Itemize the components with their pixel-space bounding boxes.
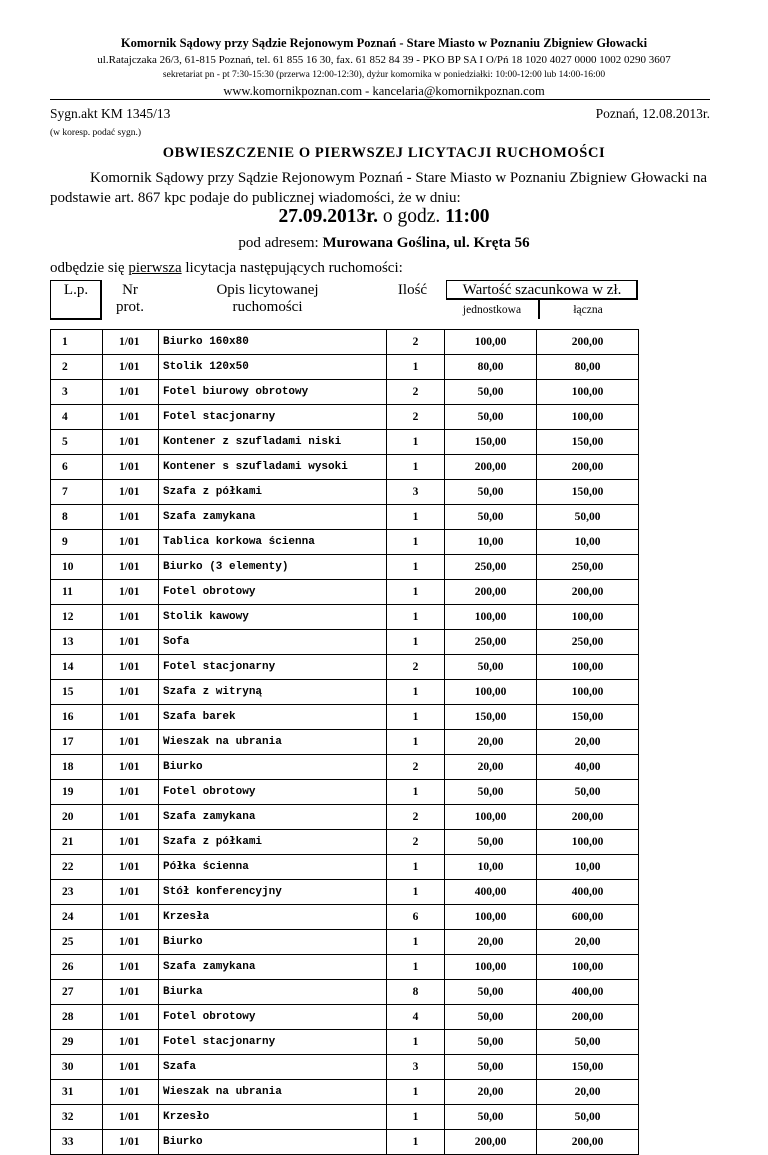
cell-lp: 20 [51, 805, 103, 830]
cell-quantity: 1 [387, 880, 445, 905]
cell-quantity: 1 [387, 930, 445, 955]
cell-quantity: 4 [387, 1005, 445, 1030]
table-row [51, 855, 639, 880]
cell-quantity: 1 [387, 530, 445, 555]
cell-description: Szafa [159, 1055, 387, 1080]
cell-quantity: 1 [387, 1130, 445, 1155]
auction-address: Murowana Goślina, ul. Kręta 56 [322, 235, 530, 251]
table-row [51, 805, 639, 830]
notice-title: OBWIESZCZENIE O PIERWSZEJ LICYTACJI RUCHOMOŚCI [162, 145, 606, 161]
cell-quantity: 1 [387, 455, 445, 480]
header-qty: Ilość [397, 282, 428, 298]
cell-unit-value: 20,00 [445, 755, 537, 780]
cell-protocol: 1/01 [103, 405, 159, 430]
cell-lp: 7 [51, 480, 103, 505]
table-row [51, 705, 639, 730]
cell-quantity: 3 [387, 1055, 445, 1080]
cell-description: Krzesło [159, 1105, 387, 1130]
cell-total-value: 80,00 [537, 355, 639, 380]
cell-unit-value: 100,00 [445, 905, 537, 930]
auction-date: 27.09.2013r. [278, 206, 378, 227]
header-total: łączna [573, 304, 603, 316]
auction-datetime [0, 206, 768, 228]
table-row [51, 755, 639, 780]
cell-description: Fotel stacjonarny [159, 405, 387, 430]
header-nr-2: prot. [116, 299, 144, 315]
cell-total-value: 400,00 [537, 880, 639, 905]
cell-total-value: 200,00 [537, 455, 639, 480]
cell-unit-value: 100,00 [445, 805, 537, 830]
cell-total-value: 50,00 [537, 780, 639, 805]
cell-quantity: 1 [387, 430, 445, 455]
table-row [51, 330, 639, 355]
cell-protocol: 1/01 [103, 555, 159, 580]
cell-lp: 19 [51, 780, 103, 805]
table-row [51, 530, 639, 555]
cell-description: Krzesła [159, 905, 387, 930]
cell-unit-value: 100,00 [445, 330, 537, 355]
cell-protocol: 1/01 [103, 605, 159, 630]
cell-lp: 29 [51, 1030, 103, 1055]
table-row [51, 655, 639, 680]
cell-lp: 9 [51, 530, 103, 555]
office-hours: sekretariat pn - pt 7:30-15:30 (przerwa 12:00-12:30), dyżur komornika w poniedziałki: 10:00-12:00 lub 14:00-16:00 [162, 70, 606, 80]
cell-unit-value: 200,00 [445, 1130, 537, 1155]
cell-lp: 30 [51, 1055, 103, 1080]
table-row [51, 905, 639, 930]
table-row [51, 930, 639, 955]
cell-unit-value: 50,00 [445, 830, 537, 855]
cell-description: Fotel stacjonarny [159, 655, 387, 680]
cell-unit-value: 50,00 [445, 380, 537, 405]
cell-lp: 10 [51, 555, 103, 580]
items-table [50, 329, 639, 1155]
cell-description: Fotel biurowy obrotowy [159, 380, 387, 405]
cell-total-value: 200,00 [537, 1005, 639, 1030]
table-row [51, 555, 639, 580]
cell-lp: 22 [51, 855, 103, 880]
cell-quantity: 6 [387, 905, 445, 930]
cell-lp: 26 [51, 955, 103, 980]
cell-unit-value: 10,00 [445, 530, 537, 555]
cell-quantity: 2 [387, 380, 445, 405]
cell-unit-value: 50,00 [445, 780, 537, 805]
cell-unit-value: 20,00 [445, 930, 537, 955]
cell-description: Stolik 120x50 [159, 355, 387, 380]
cell-total-value: 100,00 [537, 605, 639, 630]
cell-protocol: 1/01 [103, 1130, 159, 1155]
cell-quantity: 1 [387, 605, 445, 630]
cell-unit-value: 50,00 [445, 1105, 537, 1130]
office-contact: ul.Ratajczaka 26/3, 61-815 Poznań, tel. 61 855 16 30, fax. 61 852 84 39 - PKO BP SA I O/Pń 18 1020 4027 0000 1002 0290 3607 [97, 54, 671, 66]
cell-protocol: 1/01 [103, 380, 159, 405]
cell-description: Fotel obrotowy [159, 1005, 387, 1030]
cell-quantity: 1 [387, 1105, 445, 1130]
cell-protocol: 1/01 [103, 730, 159, 755]
cell-unit-value: 50,00 [445, 1030, 537, 1055]
cell-description: Stół konferencyjny [159, 880, 387, 905]
cell-total-value: 150,00 [537, 705, 639, 730]
table-row [51, 355, 639, 380]
auction-address-line [0, 235, 768, 252]
cell-quantity: 1 [387, 730, 445, 755]
cell-protocol: 1/01 [103, 530, 159, 555]
cell-total-value: 100,00 [537, 955, 639, 980]
cell-protocol: 1/01 [103, 1005, 159, 1030]
cell-unit-value: 50,00 [445, 655, 537, 680]
cell-description: Szafa z witryną [159, 680, 387, 705]
cell-total-value: 100,00 [537, 380, 639, 405]
cell-quantity: 2 [387, 805, 445, 830]
cell-unit-value: 50,00 [445, 405, 537, 430]
cell-protocol: 1/01 [103, 930, 159, 955]
table-row [51, 730, 639, 755]
cell-total-value: 100,00 [537, 680, 639, 705]
cell-description: Biurko 160x80 [159, 330, 387, 355]
cell-lp: 16 [51, 705, 103, 730]
cell-total-value: 10,00 [537, 530, 639, 555]
header-divider [50, 99, 710, 100]
table-row [51, 1030, 639, 1055]
table-row [51, 455, 639, 480]
cell-protocol: 1/01 [103, 905, 159, 930]
cell-protocol: 1/01 [103, 505, 159, 530]
cell-protocol: 1/01 [103, 880, 159, 905]
cell-description: Biurka [159, 980, 387, 1005]
table-row [51, 955, 639, 980]
cell-protocol: 1/01 [103, 680, 159, 705]
table-row [51, 505, 639, 530]
table-row [51, 1105, 639, 1130]
time-prefix: o godz. [382, 206, 441, 227]
cell-protocol: 1/01 [103, 705, 159, 730]
cell-description: Szafa z półkami [159, 830, 387, 855]
cell-quantity: 2 [387, 330, 445, 355]
case-number: Sygn.akt KM 1345/13 [50, 106, 171, 121]
notice-intro: Komornik Sądowy przy Sądzie Rejonowym Poznań - Stare Miasto w Poznaniu Zbigniew Głowacki na podstawie art. 867 kpc podaje do publicznej wiadomości, że w dniu: [50, 170, 707, 206]
cell-protocol: 1/01 [103, 1055, 159, 1080]
cell-protocol: 1/01 [103, 980, 159, 1005]
cell-description: Szafa barek [159, 705, 387, 730]
cell-unit-value: 100,00 [445, 680, 537, 705]
cell-description: Wieszak na ubrania [159, 1080, 387, 1105]
table-row [51, 405, 639, 430]
cell-protocol: 1/01 [103, 655, 159, 680]
cell-total-value: 40,00 [537, 755, 639, 780]
cell-total-value: 250,00 [537, 630, 639, 655]
cell-total-value: 150,00 [537, 480, 639, 505]
table-row [51, 1080, 639, 1105]
table-row [51, 680, 639, 705]
cell-total-value: 100,00 [537, 830, 639, 855]
cell-description: Biurko [159, 1130, 387, 1155]
cell-protocol: 1/01 [103, 330, 159, 355]
cell-unit-value: 250,00 [445, 555, 537, 580]
cell-description: Szafa zamykana [159, 505, 387, 530]
header-unit: jednostkowa [462, 304, 522, 316]
cell-unit-value: 50,00 [445, 505, 537, 530]
cell-protocol: 1/01 [103, 805, 159, 830]
cell-total-value: 50,00 [537, 1105, 639, 1130]
table-row [51, 880, 639, 905]
cell-description: Szafa zamykana [159, 955, 387, 980]
cell-lp: 23 [51, 880, 103, 905]
table-row [51, 780, 639, 805]
cell-unit-value: 80,00 [445, 355, 537, 380]
cell-protocol: 1/01 [103, 1030, 159, 1055]
cell-quantity: 3 [387, 480, 445, 505]
table-header [50, 280, 638, 324]
cell-lp: 13 [51, 630, 103, 655]
cell-protocol: 1/01 [103, 780, 159, 805]
cell-unit-value: 200,00 [445, 580, 537, 605]
cell-description: Kontener z szufladami niski [159, 430, 387, 455]
lead-part-c: licytacja następujących ruchomości: [185, 260, 403, 276]
cell-protocol: 1/01 [103, 355, 159, 380]
cell-description: Fotel obrotowy [159, 580, 387, 605]
cell-lp: 6 [51, 455, 103, 480]
cell-unit-value: 200,00 [445, 455, 537, 480]
cell-lp: 32 [51, 1105, 103, 1130]
table-row [51, 580, 639, 605]
cell-lp: 3 [51, 380, 103, 405]
cell-protocol: 1/01 [103, 1080, 159, 1105]
cell-quantity: 1 [387, 630, 445, 655]
cell-quantity: 2 [387, 405, 445, 430]
cell-total-value: 250,00 [537, 555, 639, 580]
cell-total-value: 50,00 [537, 505, 639, 530]
cell-unit-value: 20,00 [445, 1080, 537, 1105]
cell-total-value: 20,00 [537, 930, 639, 955]
cell-quantity: 8 [387, 980, 445, 1005]
lead-sentence [50, 260, 403, 277]
cell-lp: 21 [51, 830, 103, 855]
cell-total-value: 10,00 [537, 855, 639, 880]
cell-lp: 24 [51, 905, 103, 930]
cell-description: Fotel stacjonarny [159, 1030, 387, 1055]
cell-lp: 25 [51, 930, 103, 955]
lead-part-b: pierwsza [128, 260, 182, 276]
cell-description: Wieszak na ubrania [159, 730, 387, 755]
table-row [51, 430, 639, 455]
cell-total-value: 100,00 [537, 405, 639, 430]
cell-unit-value: 400,00 [445, 880, 537, 905]
cell-total-value: 200,00 [537, 330, 639, 355]
cell-total-value: 20,00 [537, 1080, 639, 1105]
cell-quantity: 1 [387, 505, 445, 530]
cell-lp: 4 [51, 405, 103, 430]
cell-lp: 12 [51, 605, 103, 630]
header-desc-2: ruchomości [232, 299, 303, 315]
cell-lp: 2 [51, 355, 103, 380]
place-date: Poznań, 12.08.2013r. [595, 106, 710, 121]
cell-unit-value: 150,00 [445, 430, 537, 455]
auction-time: 11:00 [445, 206, 490, 227]
cell-quantity: 1 [387, 780, 445, 805]
cell-lp: 11 [51, 580, 103, 605]
cell-quantity: 1 [387, 355, 445, 380]
address-prefix: pod adresem: [238, 235, 319, 251]
cell-description: Biurko [159, 755, 387, 780]
cell-unit-value: 50,00 [445, 480, 537, 505]
cell-quantity: 1 [387, 1080, 445, 1105]
cell-protocol: 1/01 [103, 955, 159, 980]
cell-unit-value: 250,00 [445, 630, 537, 655]
cell-total-value: 400,00 [537, 980, 639, 1005]
cell-protocol: 1/01 [103, 455, 159, 480]
cell-lp: 14 [51, 655, 103, 680]
cell-protocol: 1/01 [103, 755, 159, 780]
cell-quantity: 2 [387, 655, 445, 680]
cell-protocol: 1/01 [103, 480, 159, 505]
cell-unit-value: 100,00 [445, 605, 537, 630]
cell-quantity: 2 [387, 830, 445, 855]
correspondence-note: (w koresp. podać sygn.) [50, 128, 142, 138]
cell-total-value: 150,00 [537, 1055, 639, 1080]
cell-protocol: 1/01 [103, 1105, 159, 1130]
cell-total-value: 200,00 [537, 580, 639, 605]
cell-lp: 28 [51, 1005, 103, 1030]
cell-unit-value: 50,00 [445, 980, 537, 1005]
table-row [51, 380, 639, 405]
cell-quantity: 1 [387, 705, 445, 730]
cell-quantity: 1 [387, 680, 445, 705]
cell-lp: 1 [51, 330, 103, 355]
table-row [51, 980, 639, 1005]
cell-protocol: 1/01 [103, 430, 159, 455]
lead-part-a: odbędzie się [50, 260, 125, 276]
table-row [51, 1130, 639, 1155]
cell-lp: 8 [51, 505, 103, 530]
cell-unit-value: 20,00 [445, 730, 537, 755]
cell-description: Fotel obrotowy [159, 780, 387, 805]
cell-total-value: 100,00 [537, 655, 639, 680]
cell-lp: 18 [51, 755, 103, 780]
cell-total-value: 20,00 [537, 730, 639, 755]
table-row [51, 830, 639, 855]
cell-description: Tablica korkowa ścienna [159, 530, 387, 555]
cell-protocol: 1/01 [103, 630, 159, 655]
cell-quantity: 1 [387, 1030, 445, 1055]
table-row [51, 1055, 639, 1080]
cell-quantity: 2 [387, 755, 445, 780]
items-body [51, 330, 639, 1155]
cell-unit-value: 100,00 [445, 955, 537, 980]
cell-lp: 5 [51, 430, 103, 455]
cell-quantity: 1 [387, 955, 445, 980]
cell-unit-value: 50,00 [445, 1005, 537, 1030]
cell-total-value: 200,00 [537, 1130, 639, 1155]
header-desc-1: Opis licytowanej [216, 282, 319, 298]
cell-description: Szafa z półkami [159, 480, 387, 505]
office-name: Komornik Sądowy przy Sądzie Rejonowym Poznań - Stare Miasto w Poznaniu Zbigniew Głowacki [120, 36, 648, 50]
cell-description: Stolik kawowy [159, 605, 387, 630]
cell-quantity: 1 [387, 855, 445, 880]
cell-total-value: 200,00 [537, 805, 639, 830]
cell-lp: 31 [51, 1080, 103, 1105]
cell-description: Szafa zamykana [159, 805, 387, 830]
cell-unit-value: 150,00 [445, 705, 537, 730]
cell-quantity: 1 [387, 555, 445, 580]
header-nr-1: Nr [122, 282, 138, 298]
cell-protocol: 1/01 [103, 855, 159, 880]
cell-protocol: 1/01 [103, 580, 159, 605]
header-lp: L.p. [63, 282, 89, 298]
cell-protocol: 1/01 [103, 830, 159, 855]
table-row [51, 630, 639, 655]
table-row [51, 480, 639, 505]
cell-lp: 17 [51, 730, 103, 755]
cell-description: Biurko (3 elementy) [159, 555, 387, 580]
cell-description: Kontener s szufladami wysoki [159, 455, 387, 480]
cell-unit-value: 50,00 [445, 1055, 537, 1080]
cell-description: Biurko [159, 930, 387, 955]
header-value: Wartość szacunkowa w zł. [462, 282, 622, 298]
table-row [51, 605, 639, 630]
cell-description: Sofa [159, 630, 387, 655]
cell-lp: 33 [51, 1130, 103, 1155]
office-web: www.komornikpoznan.com - kancelaria@komornikpoznan.com [223, 84, 545, 98]
cell-lp: 27 [51, 980, 103, 1005]
cell-quantity: 1 [387, 580, 445, 605]
cell-total-value: 600,00 [537, 905, 639, 930]
cell-total-value: 150,00 [537, 430, 639, 455]
cell-lp: 15 [51, 680, 103, 705]
cell-description: Półka ścienna [159, 855, 387, 880]
table-row [51, 1005, 639, 1030]
cell-total-value: 50,00 [537, 1030, 639, 1055]
cell-unit-value: 10,00 [445, 855, 537, 880]
